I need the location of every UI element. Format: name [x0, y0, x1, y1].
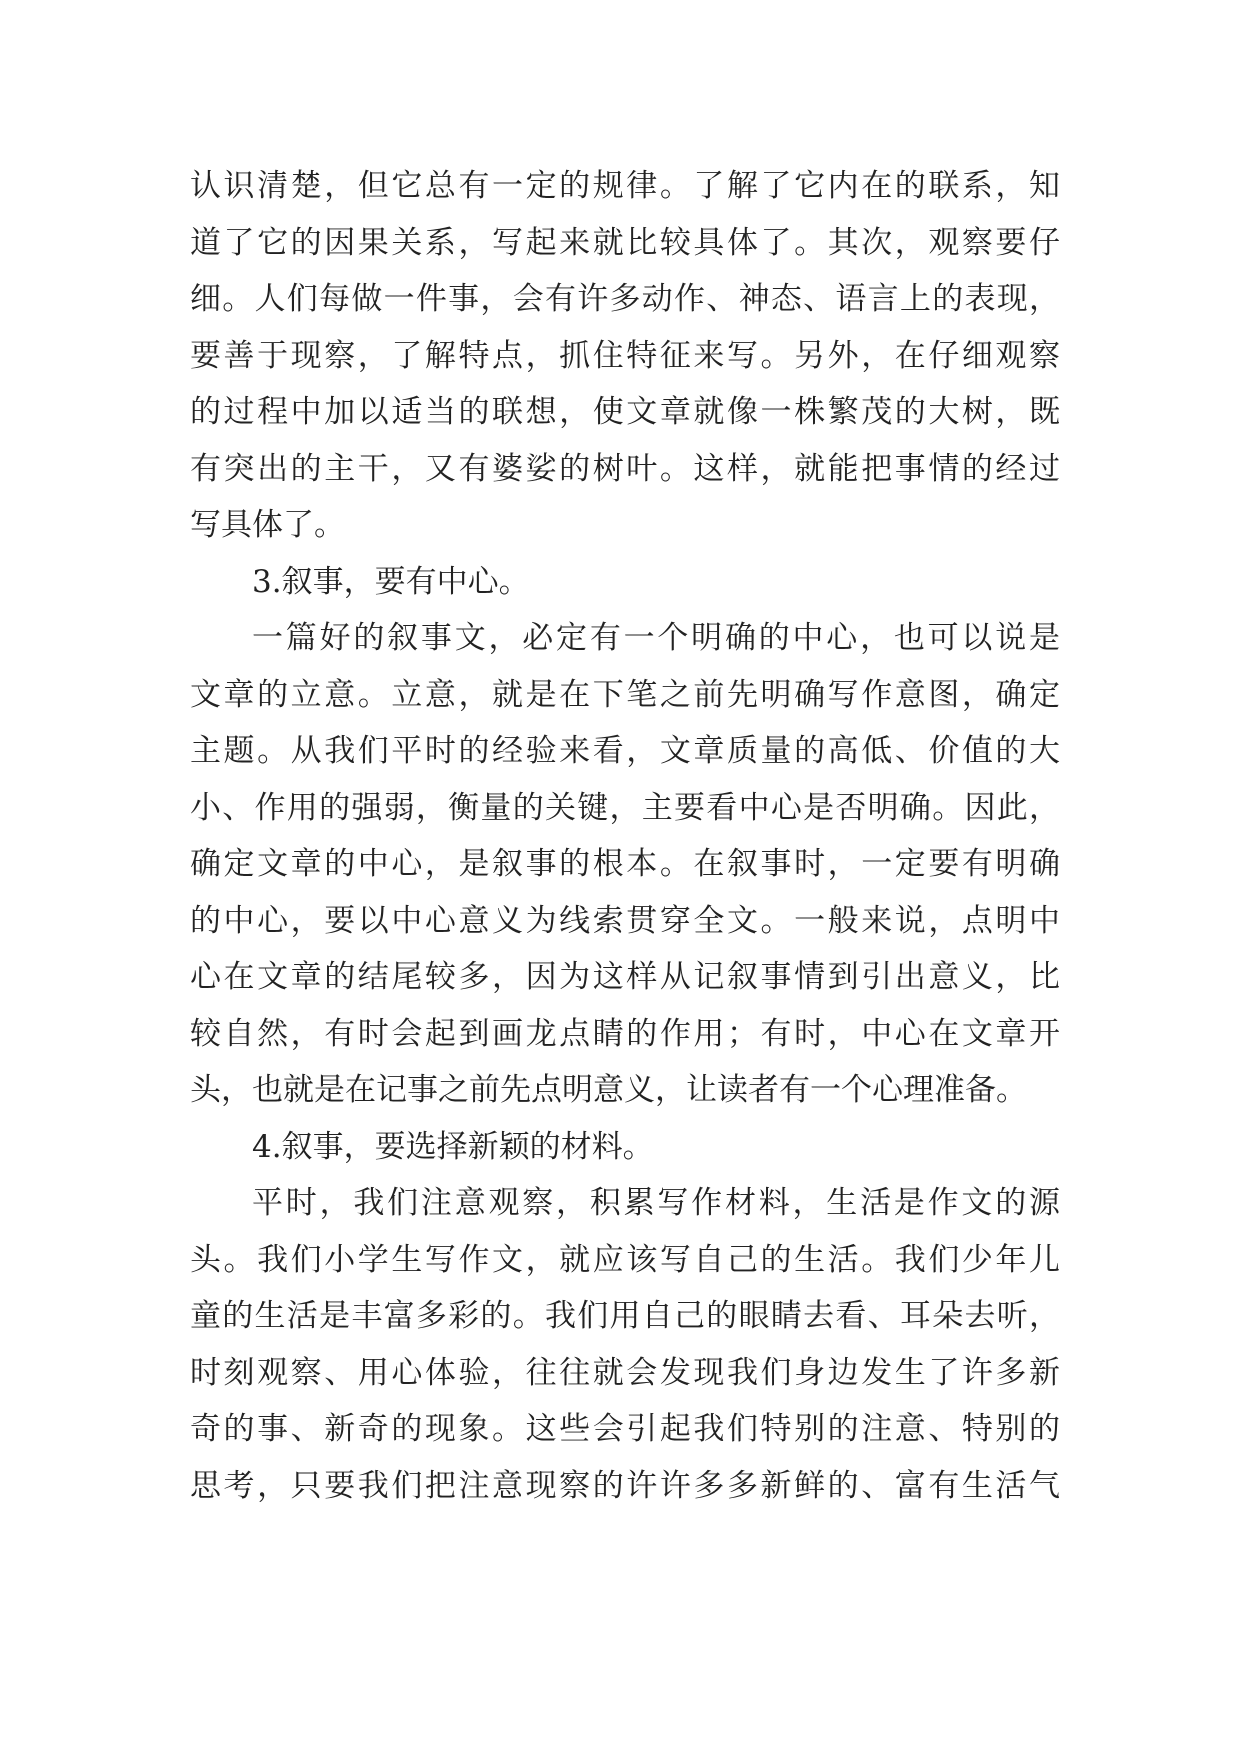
text-line: 头。我们小学生写作文，就应该写自己的生活。我们少年儿 — [190, 1241, 1060, 1278]
text-line: 细。人们每做一件事，会有许多动作、神态、语言上的表现， — [190, 281, 1060, 317]
document-body — [190, 158, 1060, 1514]
text-line: 较自然，有时会起到画龙点睛的作用；有时，中心在文章开 — [190, 1015, 1060, 1052]
text-line: 认识清楚，但它总有一定的规律。了解了它内在的联系，知 — [190, 168, 1060, 204]
text-line: 的过程中加以适当的联想，使文章就像一株繁茂的大树，既 — [190, 394, 1060, 430]
text-line: 写具体了。 — [190, 507, 345, 543]
text-line: 有突出的主干，又有婆娑的树叶。这样，就能把事情的经过 — [190, 450, 1060, 487]
text-line: 时刻观察、用心体验，往往就会发现我们身边发生了许多新 — [190, 1354, 1060, 1391]
heading-text: 3.叙事，要有中心。 — [252, 563, 530, 600]
section-heading — [190, 554, 1060, 611]
paragraph — [190, 610, 1060, 1119]
paragraph — [190, 1175, 1060, 1514]
text-line: 确定文章的中心，是叙事的根本。在叙事时，一定要有明确 — [190, 846, 1060, 882]
section-heading — [190, 1119, 1060, 1176]
text-line: 主题。从我们平时的经验来看，文章质量的高低、价值的大 — [190, 733, 1060, 769]
heading-text: 4.叙事，要选择新颖的材料。 — [252, 1128, 654, 1165]
text-line: 思考，只要我们把注意现察的许许多多新鲜的、富有生活气 — [190, 1467, 1060, 1504]
text-line: 奇的事、新奇的现象。这些会引起我们特别的注意、特别的 — [190, 1411, 1060, 1447]
text-line: 心在文章的结尾较多，因为这样从记叙事情到引出意义，比 — [190, 959, 1060, 995]
text-line: 头，也就是在记事之前先点明意义，让读者有一个心理准备。 — [190, 1072, 1027, 1108]
text-line: 的中心，要以中心意义为线索贯穿全文。一般来说，点明中 — [190, 902, 1060, 939]
text-line: 平时，我们注意观察，积累写作材料，生活是作文的源 — [252, 1185, 1060, 1221]
text-line: 道了它的因果关系，写起来就比较具体了。其次，观察要仔 — [190, 224, 1060, 261]
text-line: 童的生活是丰富多彩的。我们用自己的眼睛去看、耳朵去听， — [190, 1298, 1060, 1334]
text-line: 一篇好的叙事文，必定有一个明确的中心，也可以说是 — [252, 620, 1060, 656]
text-line: 小、作用的强弱，衡量的关键，主要看中心是否明确。因此， — [190, 789, 1060, 826]
paragraph — [190, 158, 1060, 554]
text-line: 要善于现察，了解特点，抓住特征来写。另外，在仔细观察 — [190, 337, 1060, 374]
text-line: 文章的立意。立意，就是在下笔之前先明确写作意图，确定 — [190, 676, 1060, 713]
